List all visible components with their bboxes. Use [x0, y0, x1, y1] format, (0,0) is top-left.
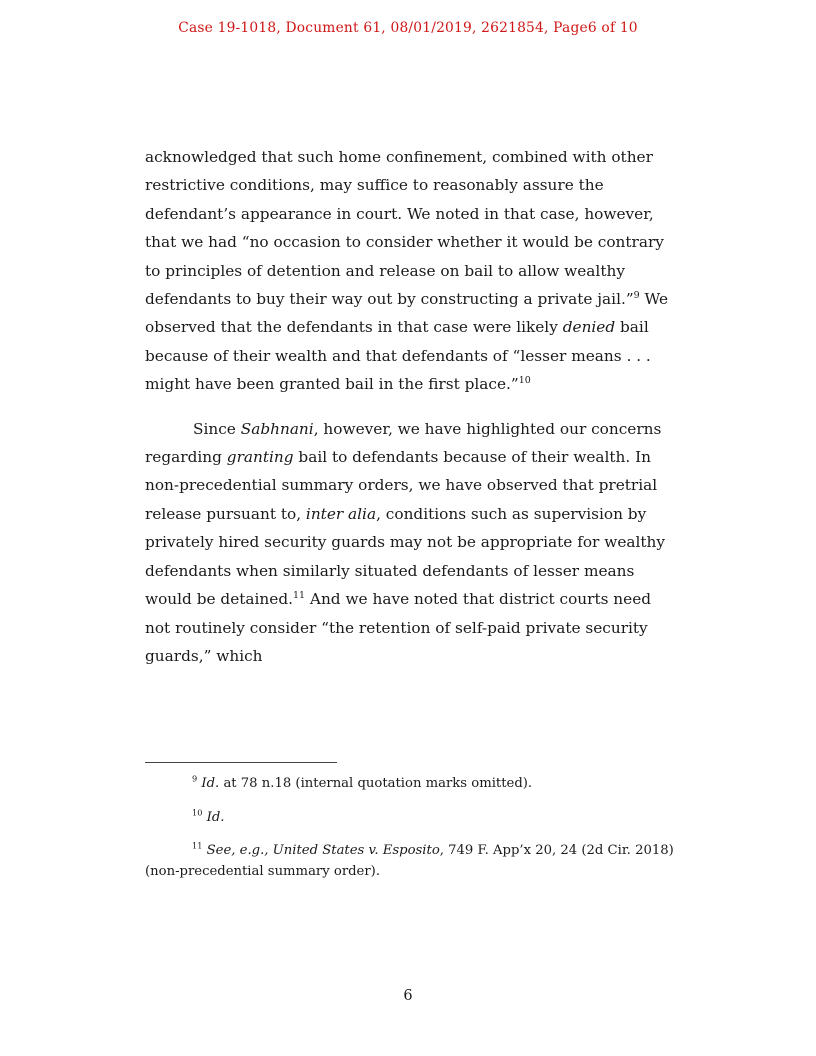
- footnote-marker: 11: [292, 590, 306, 601]
- text-segment: Id.: [206, 809, 225, 825]
- text-segment: at 78 n.18 (internal quotation marks omitted).: [219, 776, 533, 791]
- footnote-marker: 11: [192, 840, 203, 851]
- footnote-9: [145, 774, 681, 795]
- footnote-marker: 9: [192, 773, 198, 784]
- text-segment: , however, we have highlighted our concerns regarding: [145, 419, 662, 467]
- case-stamp-header: Case 19-1018, Document 61, 08/01/2019, 2621854, Page6 of 10: [178, 20, 638, 36]
- text-segment: granting: [226, 448, 294, 467]
- footnote-separator: [145, 762, 337, 763]
- footnote-11: [145, 841, 681, 882]
- footnote-10: [145, 808, 681, 829]
- text-segment: And we have noted that district courts need not routinely consider “the retention of self-paid private security guards,” which: [145, 590, 652, 665]
- footnotes-section: [145, 774, 681, 895]
- text-segment: We observed that the defendants in that case were likely: [145, 290, 669, 337]
- text-segment: Id.: [201, 776, 220, 791]
- document-body: [145, 143, 681, 686]
- text-segment: bail to defendants because of their wealth. In non-precedential summary orders, we have observed that pretrial release pursuant to,: [145, 448, 658, 523]
- text-segment: See, e.g.,: [206, 843, 269, 858]
- text-segment: inter alia: [305, 504, 377, 523]
- footnote-marker: 9: [633, 289, 640, 301]
- text-segment: , conditions such as supervision by privately hired security guards may not be appropriate for wealthy defendants when similarly situated defendants of lesser means would be detained.: [145, 504, 666, 609]
- text-segment: bail because of their wealth and that defendants of “lesser means . . . might have been granted bail in the first place.”: [145, 318, 651, 394]
- text-segment: Since: [193, 419, 241, 438]
- footnote-marker: 10: [192, 807, 203, 818]
- page-number: 6: [403, 988, 413, 1004]
- text-segment: acknowledged that such home confinement, combined with other restrictive conditions, may suffice to reasonably assure the defendant’s appearance in court. We noted in that case, however, that we had “no occasion to consider whether it would be contrary to principles of detention and release on bail to allow wealthy defendants to buy their way out by constructing a private jail.”: [145, 148, 664, 309]
- text-segment: denied: [562, 318, 616, 337]
- footnote-marker: 10: [518, 375, 531, 387]
- body-paragraph-2: [145, 415, 681, 671]
- text-segment: , 749 F. App’x 20, 24 (2d Cir. 2018) (non-precedential summary order).: [145, 843, 674, 879]
- body-paragraph-1: [145, 143, 681, 399]
- text-segment: Sabhnani: [240, 419, 314, 438]
- text-segment: United States v. Esposito: [272, 843, 440, 858]
